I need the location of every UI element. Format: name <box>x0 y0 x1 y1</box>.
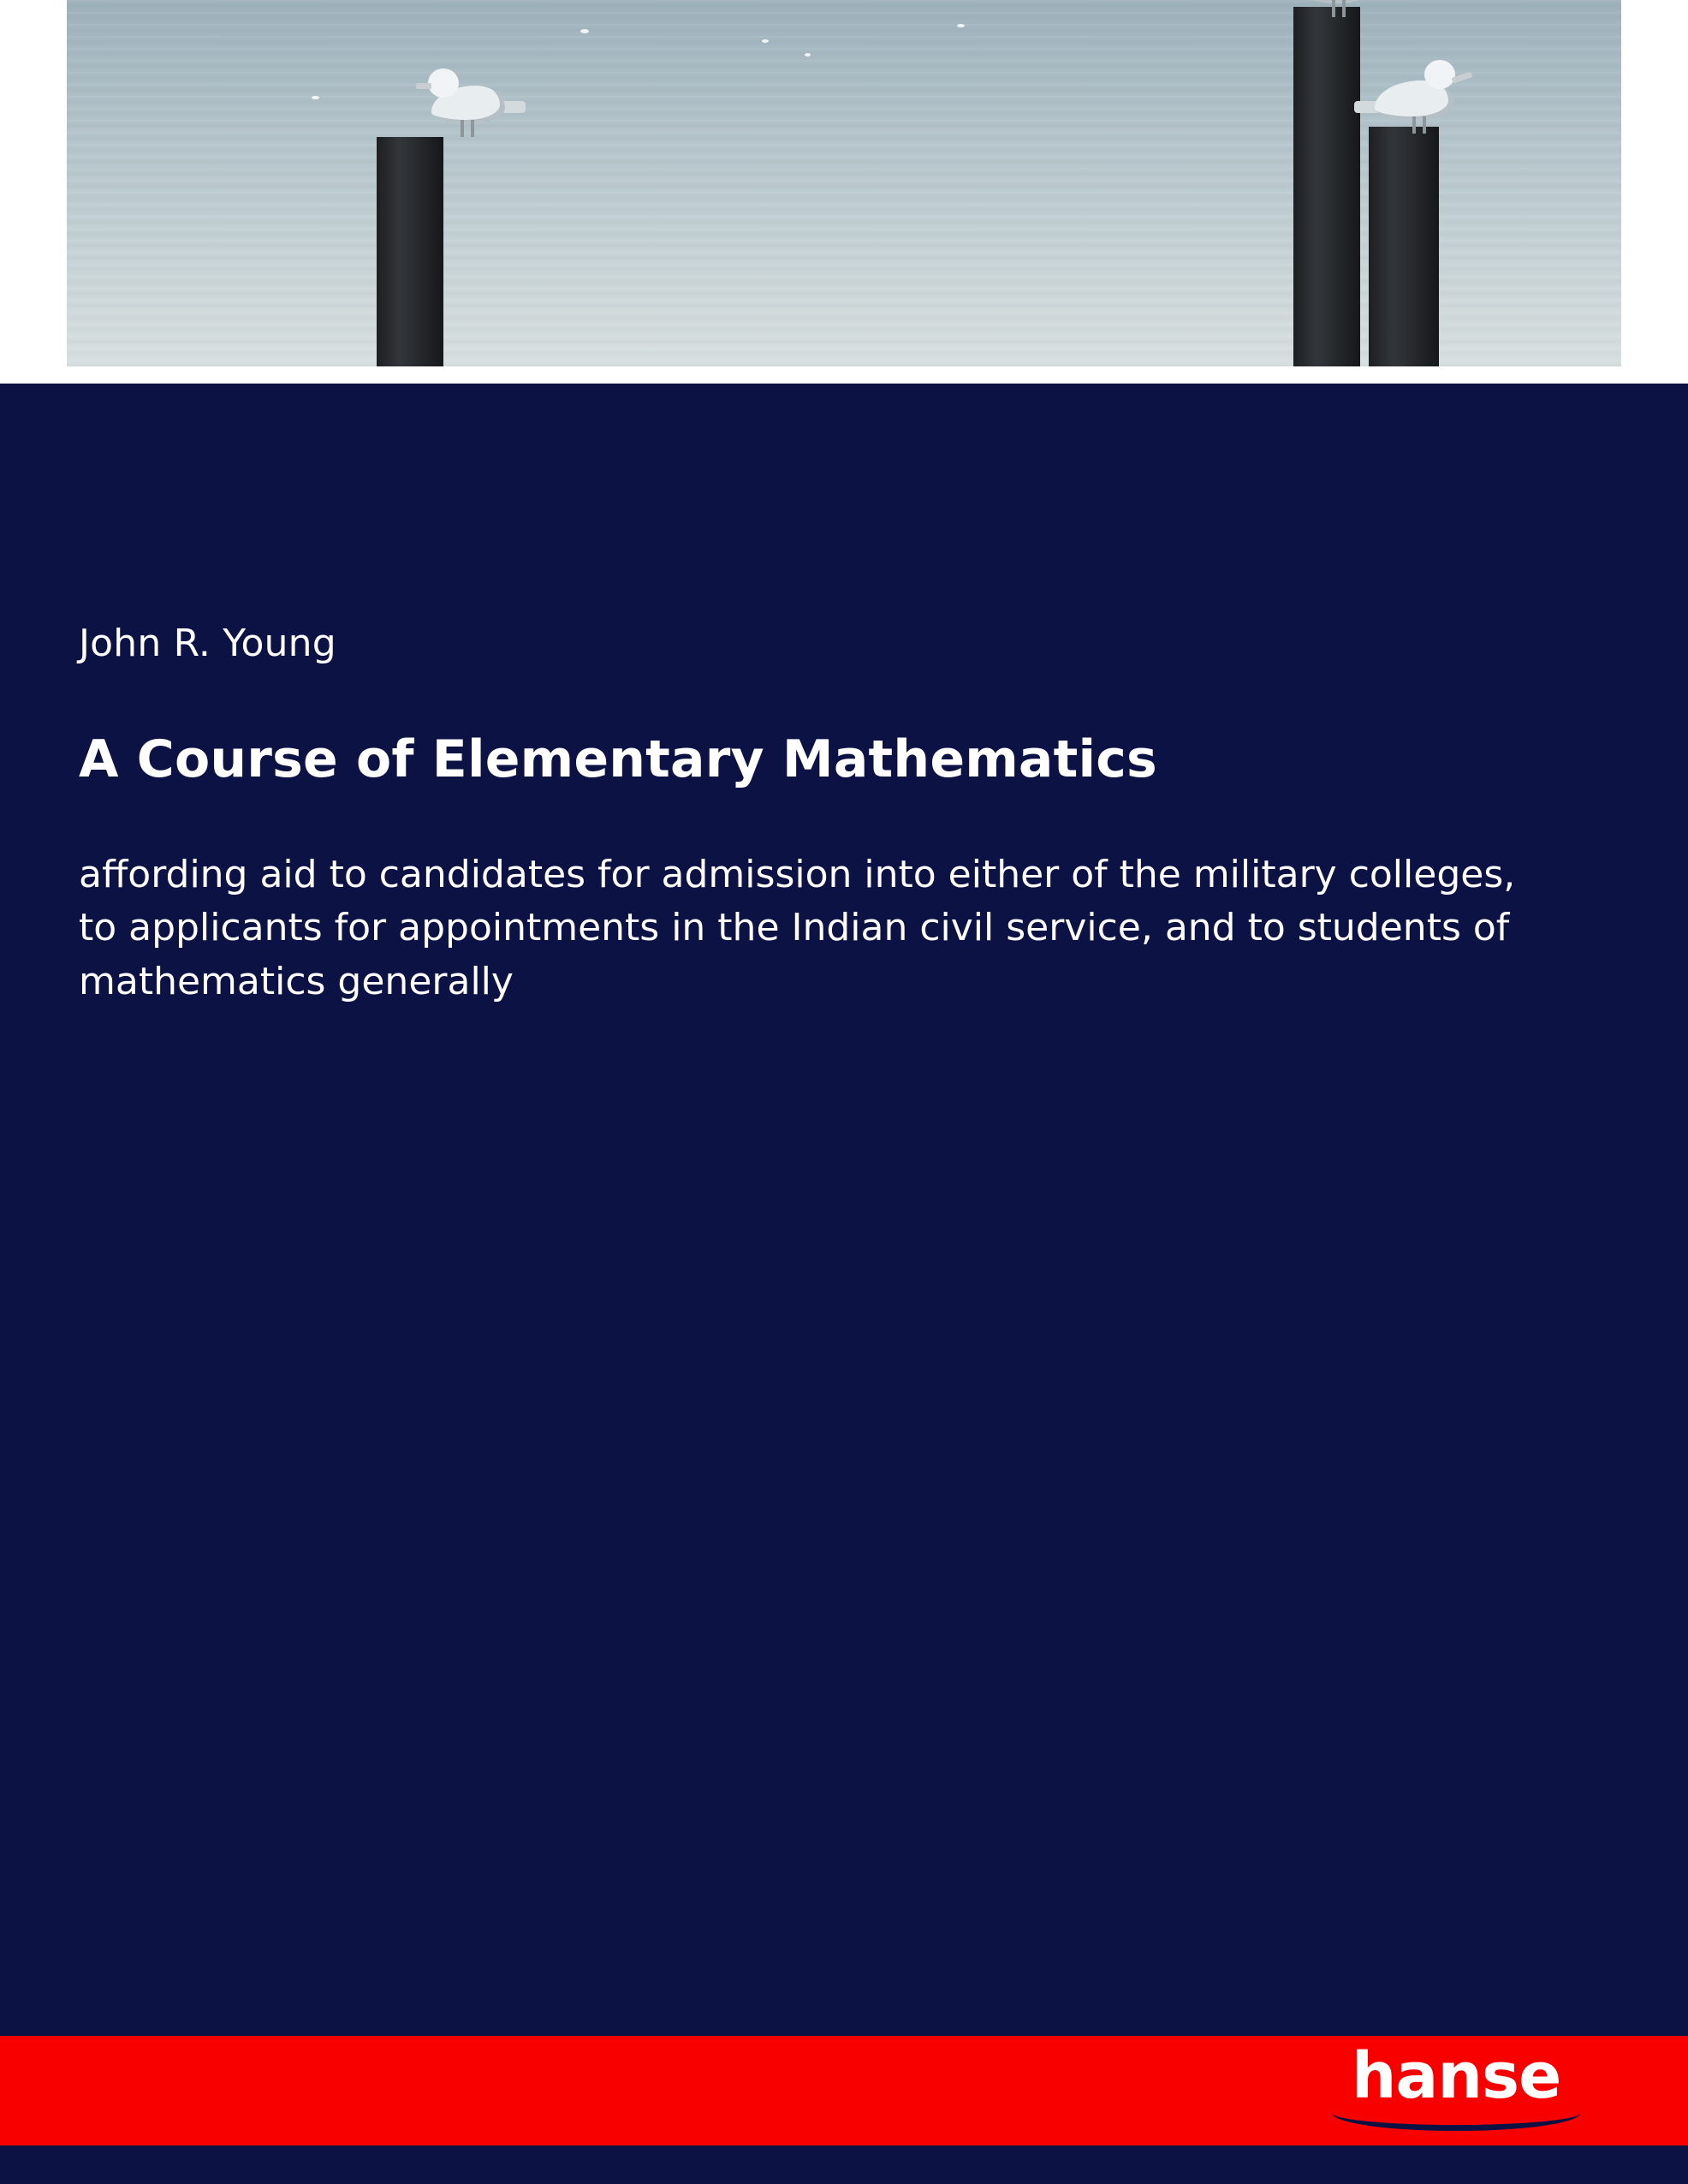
cover-text-block <box>79 622 1551 1009</box>
swoosh-icon <box>1332 2113 1580 2131</box>
piling-post <box>1293 7 1360 366</box>
seagull <box>1371 43 1491 137</box>
seagull-leg <box>1332 0 1335 17</box>
water-glint <box>805 53 811 57</box>
cover-photo-band <box>0 0 1688 384</box>
author-name: John R. Young <box>79 622 336 665</box>
water-glint <box>762 39 769 43</box>
publisher-logo-underline <box>1332 2113 1580 2125</box>
cover-photo <box>67 0 1621 366</box>
book-subtitle: affording aid to candidates for admission into either of the military colleges, to applicants for appointments in the Indian civil service, and to students of mathematics generally <box>79 852 1516 1003</box>
seagull-body <box>1303 0 1370 3</box>
publisher-footer-band <box>0 2036 1688 2145</box>
water-glint <box>312 96 319 99</box>
seagull-beak <box>416 83 431 89</box>
cover-main-panel <box>0 384 1688 2036</box>
water-glint <box>957 24 965 27</box>
seagull-leg <box>461 120 464 137</box>
seagull-leg <box>471 120 474 137</box>
seagull-head <box>1424 60 1455 89</box>
seagull-leg <box>1423 116 1426 134</box>
book-title: A Course of Elementary Mathematics <box>79 729 1157 789</box>
publisher-logo <box>1332 2039 1580 2125</box>
piling-post <box>377 137 443 366</box>
cover-bottom-strip <box>0 2145 1688 2184</box>
publisher-logo-text: hanse <box>1351 2039 1561 2113</box>
seagull-leg <box>1412 116 1416 134</box>
seagull-head <box>428 68 459 98</box>
seagull <box>1298 0 1400 21</box>
water-glint <box>580 29 589 33</box>
seagull <box>423 65 534 142</box>
seagull-leg <box>1342 0 1346 17</box>
piling-post <box>1369 127 1439 366</box>
